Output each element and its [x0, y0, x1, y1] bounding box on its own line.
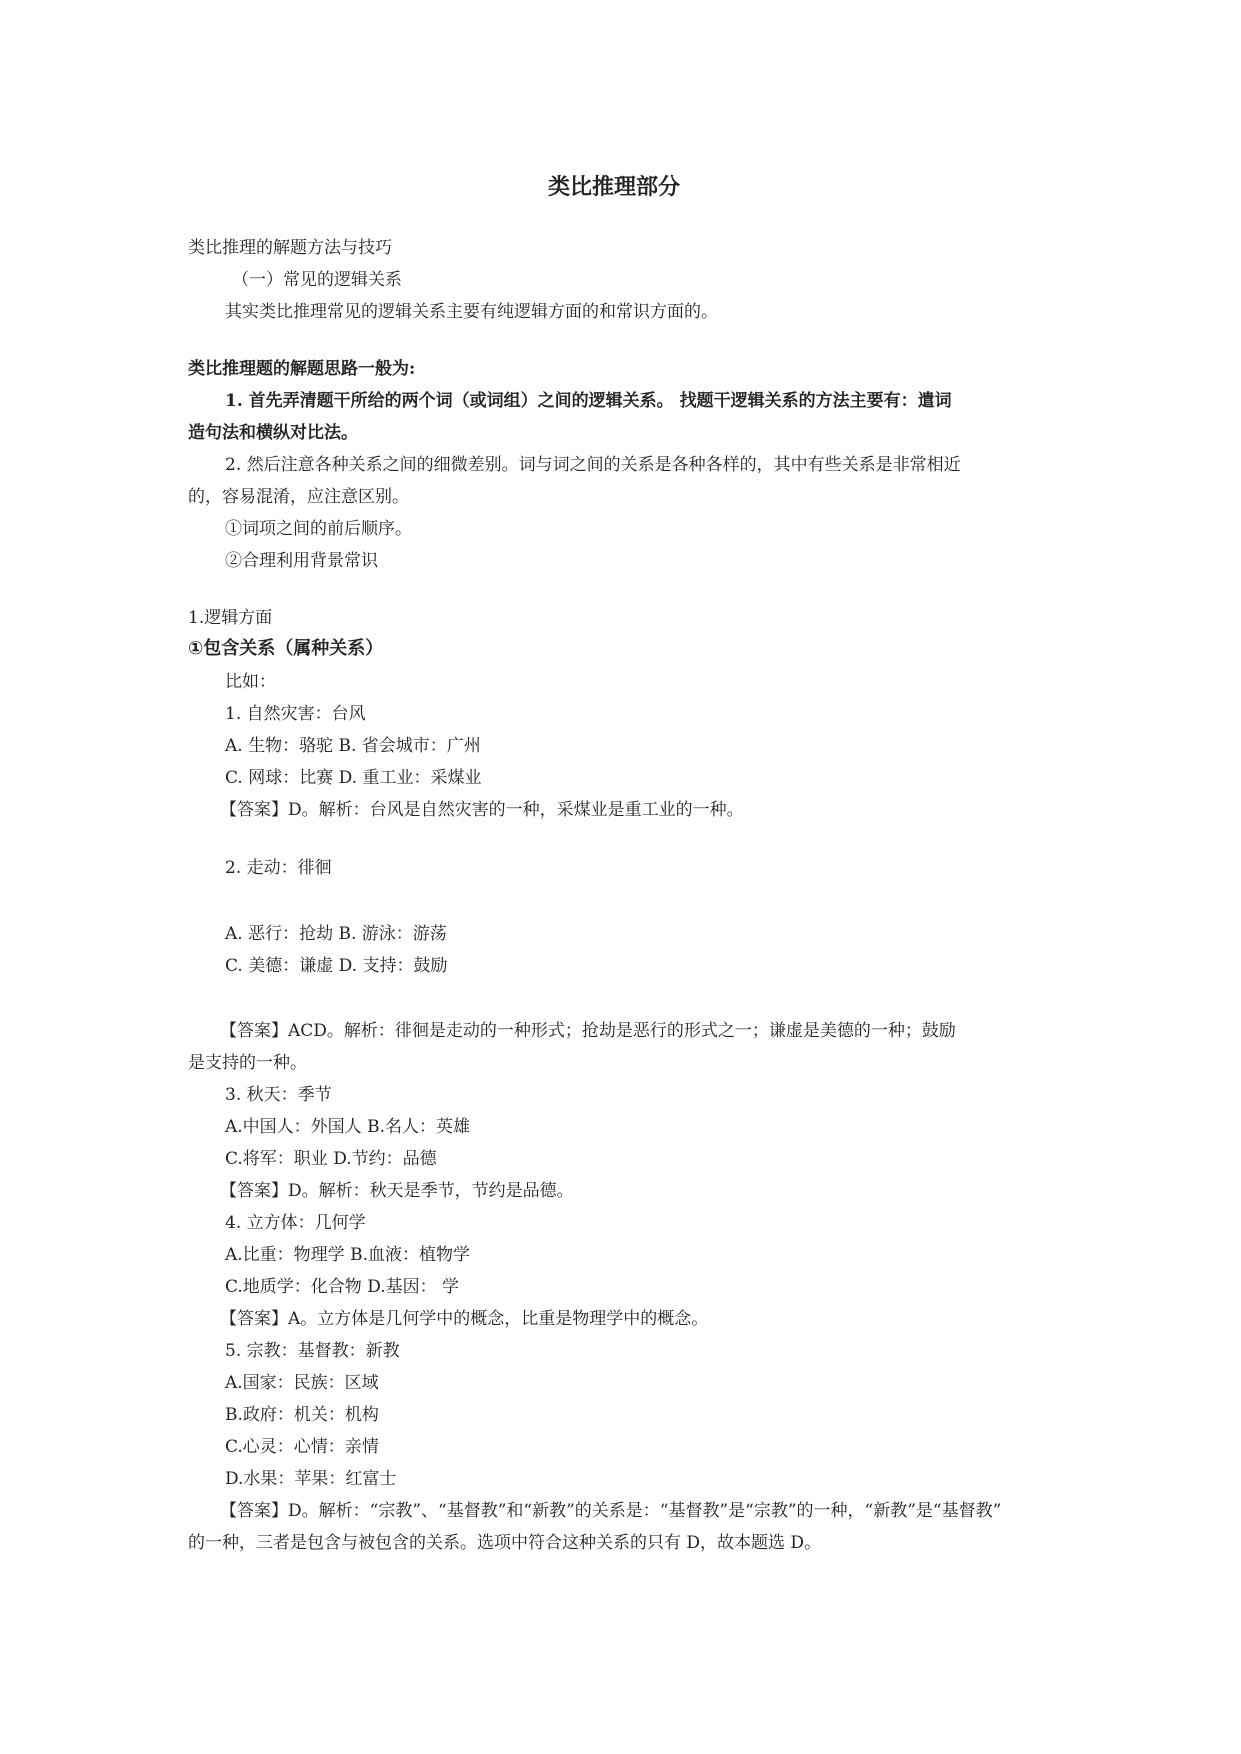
q3-stem: 3. 秋天：季节 — [225, 1085, 332, 1105]
q4-answer: 【答案】A。立方体是几何学中的概念，比重是物理学中的概念。 — [220, 1309, 709, 1329]
approach-point-1b: 造句法和横纵对比法。 — [188, 423, 358, 443]
subsection-heading: ①包含关系（属种关系） — [188, 638, 384, 659]
q5-stem: 5. 宗教：基督教：新教 — [225, 1341, 400, 1361]
q4-options-ab: A.比重：物理学 B.血液：植物学 — [225, 1245, 470, 1265]
q2-answer-a: 【答案】ACD。解析：徘徊是走动的一种形式；抢劫是恶行的形式之一；谦虚是美德的一种；鼓励 — [220, 1021, 956, 1041]
q5-option-b: B.政府：机关：机构 — [225, 1405, 379, 1425]
q4-stem: 4. 立方体：几何学 — [225, 1213, 366, 1233]
q1-answer: 【答案】D。解析：台风是自然灾害的一种，采煤业是重工业的一种。 — [220, 800, 744, 820]
section-heading: 1.逻辑方面 — [188, 608, 273, 628]
q2-options-ab: A. 恶行：抢劫 B. 游泳：游荡 — [225, 924, 447, 944]
approach-point-3: ①词项之间的前后顺序。 — [225, 519, 412, 539]
intro-line-1: 类比推理的解题方法与技巧 — [188, 238, 392, 258]
q3-answer: 【答案】D。解析：秋天是季节，节约是品德。 — [220, 1181, 574, 1201]
q3-options-cd: C.将军：职业 D.节约：品德 — [225, 1149, 437, 1169]
intro-line-2: （一）常见的逻辑关系 — [232, 270, 402, 290]
page-title: 类比推理部分 — [548, 175, 681, 200]
q2-answer-b: 是支持的一种。 — [188, 1053, 307, 1073]
q2-stem: 2. 走动：徘徊 — [225, 858, 332, 878]
q4-options-cd: C.地质学：化合物 D.基因： 学 — [225, 1277, 460, 1297]
q2-options-cd: C. 美德：谦虚 D. 支持：鼓励 — [225, 956, 448, 976]
q5-answer-b: 的一种，三者是包含与被包含的关系。选项中符合这种关系的只有 D，故本题选 D。 — [188, 1533, 822, 1553]
q5-option-d: D.水果：苹果：红富士 — [225, 1469, 397, 1489]
q1-stem: 1. 自然灾害：台风 — [225, 704, 366, 724]
approach-point-2a: 2. 然后注意各种关系之间的细微差别。词与词之间的关系是各种各样的，其中有些关系是非常相近 — [225, 455, 961, 475]
intro-line-3: 其实类比推理常见的逻辑关系主要有纯逻辑方面的和常识方面的。 — [225, 302, 718, 322]
q5-answer-a: 【答案】D。解析：“宗教”、“基督教”和“新教”的关系是：“基督教”是“宗教”的一种，“新教”是“基督教” — [220, 1501, 1002, 1521]
approach-point-4: ②合理利用背景常识 — [225, 551, 378, 571]
approach-point-2b: 的，容易混淆，应注意区别。 — [188, 487, 409, 507]
approach-heading: 类比推理题的解题思路一般为: — [188, 359, 416, 379]
approach-point-1a: 1. 首先弄清题干所给的两个词（或词组）之间的逻辑关系。 找题干逻辑关系的方法主要有：遣词 — [225, 391, 952, 411]
q5-option-a: A.国家：民族：区域 — [225, 1373, 379, 1393]
q3-options-ab: A.中国人：外国人 B.名人：英雄 — [225, 1117, 470, 1137]
q1-options-cd: C. 网球：比赛 D. 重工业：采煤业 — [225, 768, 482, 788]
q1-options-ab: A. 生物：骆驼 B. 省会城市：广州 — [225, 736, 481, 756]
q5-option-c: C.心灵：心情：亲情 — [225, 1437, 379, 1457]
example-label: 比如： — [225, 672, 276, 692]
